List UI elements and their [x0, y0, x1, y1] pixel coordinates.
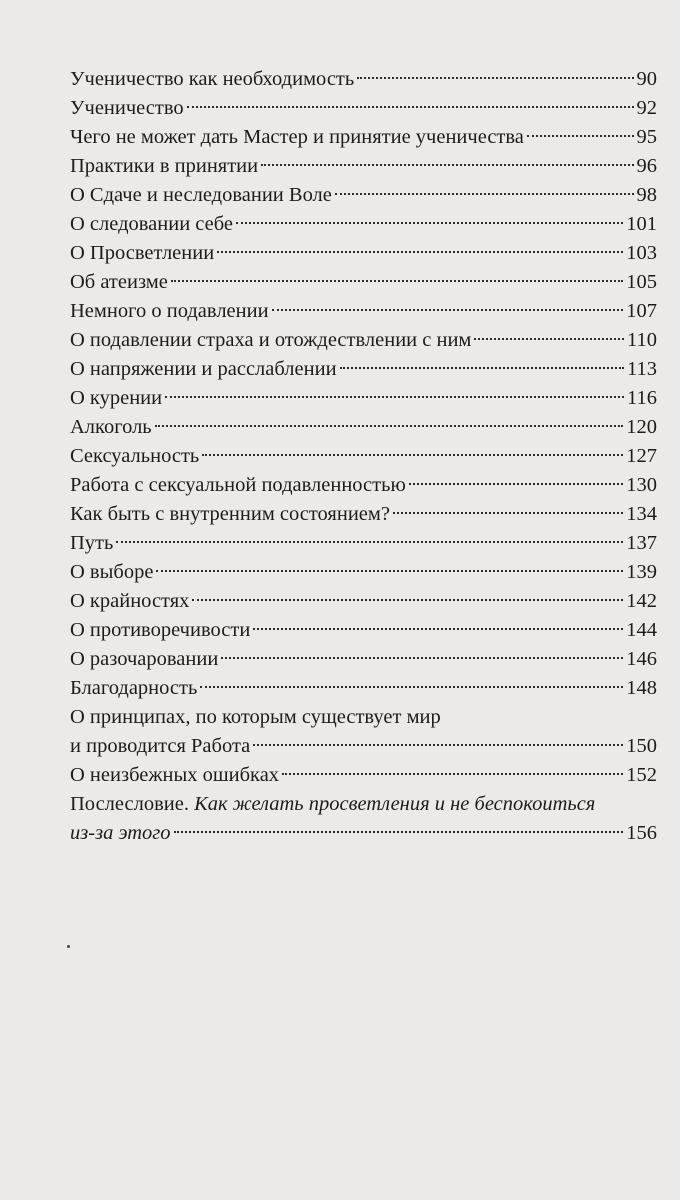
dot-leader: [409, 483, 623, 485]
dot-leader: [335, 193, 634, 195]
toc-entry: [70, 326, 657, 355]
toc-entry-title: О следовании себе: [70, 213, 234, 235]
toc-entry-page: 148: [626, 677, 657, 699]
toc-entry: [70, 761, 657, 790]
dot-leader: [192, 599, 623, 601]
dot-leader: [282, 773, 623, 775]
toc-entry-principles-line1: О принципах, по которым существует мир: [70, 706, 441, 728]
toc-entry-page: 90: [636, 68, 657, 90]
toc-entry-title: О подавлении страха и отождествлении с ним: [70, 329, 472, 351]
toc-entry-title: и проводится Работа: [70, 735, 251, 757]
dot-leader: [474, 338, 624, 340]
toc-entry-title: О противоречивости: [70, 619, 251, 641]
toc-entry-title: Работа с сексуальной подавленностью: [70, 474, 406, 496]
toc-entry: [70, 471, 657, 500]
dot-leader: [116, 541, 623, 543]
toc-entry-title: Ученичество как необходимость: [70, 68, 355, 90]
toc-entry-title: О выборе: [70, 561, 154, 583]
afterword-label: Послесловие.: [70, 793, 189, 815]
toc-entry-page: 134: [626, 503, 657, 525]
dot-leader: [202, 454, 623, 456]
dot-leader: [340, 367, 624, 369]
dot-leader: [187, 106, 634, 108]
toc-entry-page: 92: [636, 97, 657, 119]
toc-entry-title: О курении: [70, 387, 163, 409]
toc-entry: [70, 123, 657, 152]
toc-entry-title: из-за этого: [70, 822, 171, 844]
toc-entry: [70, 529, 657, 558]
toc-entry-page: 127: [626, 445, 657, 467]
toc-entry: [70, 384, 657, 413]
toc-entry-title: Алкоголь: [70, 416, 152, 438]
toc-entry-title: Об атеизме: [70, 271, 168, 293]
toc-entry: [70, 442, 657, 471]
toc-entry-title: Сексуальность: [70, 445, 200, 467]
dot-leader: [156, 570, 623, 572]
toc-entry-afterword-line1: [70, 790, 657, 819]
dot-leader: [165, 396, 624, 398]
toc-entry: [70, 65, 657, 94]
toc-entry-page: 139: [626, 561, 657, 583]
toc-entry: [70, 587, 657, 616]
toc-entry-title: О крайностях: [70, 590, 190, 612]
toc-entry-page: 130: [626, 474, 657, 496]
toc-entry-title: Как быть с внутренним состоянием?: [70, 503, 390, 525]
toc-entry-page: 107: [626, 300, 657, 322]
toc-entry-page: 146: [626, 648, 657, 670]
toc-entry: [70, 239, 657, 268]
dot-leader: [527, 135, 634, 137]
toc-entry-page: 98: [636, 184, 657, 206]
dot-leader: [261, 164, 633, 166]
dot-leader: [272, 309, 624, 311]
dot-leader: [357, 77, 633, 79]
toc-entry-page: 101: [626, 213, 657, 235]
dot-leader: [221, 657, 623, 659]
toc-entry: [70, 297, 657, 326]
toc-entry-title: О напряжении и расслаблении: [70, 358, 337, 380]
toc-entry: [70, 500, 657, 529]
dot-leader: [174, 831, 624, 833]
toc-entry-principles: [70, 732, 657, 761]
toc-entry: [70, 616, 657, 645]
dot-leader: [253, 744, 623, 746]
toc-entry-page: 110: [627, 329, 657, 351]
toc-entry-page: 142: [626, 590, 657, 612]
stray-ink-dot: [67, 945, 70, 948]
toc-entry-title: Практики в принятии: [70, 155, 259, 177]
toc-entry-title: О разочаровании: [70, 648, 219, 670]
toc-entry-title: Благодарность: [70, 677, 198, 699]
toc-entry-page: 144: [626, 619, 657, 641]
dot-leader: [155, 425, 624, 427]
toc-entry-page: 152: [626, 764, 657, 786]
toc-entry: [70, 152, 657, 181]
dot-leader: [236, 222, 623, 224]
toc-entry: [70, 674, 657, 703]
toc-entry-page: 103: [626, 242, 657, 264]
toc-entry: [70, 94, 657, 123]
toc-entry: [70, 645, 657, 674]
toc-entry-page: 150: [626, 735, 657, 757]
toc-entry-page: 156: [626, 822, 657, 844]
toc-entry-page: 113: [627, 358, 657, 380]
dot-leader: [200, 686, 623, 688]
toc-entry-title: Чего не может дать Мастер и принятие ученичества: [70, 126, 524, 148]
toc-entry-title: О Сдаче и неследовании Воле: [70, 184, 332, 206]
toc-entry-page: 96: [636, 155, 657, 177]
toc-entry-page: 120: [626, 416, 657, 438]
afterword-italic-title: Как желать просветления и не беспокоиться: [194, 793, 596, 815]
dot-leader: [253, 628, 623, 630]
toc-entry-title: Немного о подавлении: [70, 300, 269, 322]
dot-leader: [217, 251, 623, 253]
toc-entry: [70, 413, 657, 442]
dot-leader: [171, 280, 623, 282]
toc-entry-title: Путь: [70, 532, 114, 554]
toc-entry-page: 105: [626, 271, 657, 293]
toc-entry: [70, 210, 657, 239]
toc-entry: [70, 268, 657, 297]
dot-leader: [393, 512, 623, 514]
toc-entry: [70, 355, 657, 384]
toc-entry-title: Ученичество: [70, 97, 184, 119]
toc-entry-title: О Просветлении: [70, 242, 215, 264]
toc-entry: [70, 558, 657, 587]
toc-entry-page: 137: [626, 532, 657, 554]
toc-entry-page: 116: [627, 387, 657, 409]
toc-entry-afterword: [70, 819, 657, 848]
toc-entry: [70, 181, 657, 210]
toc-entry-title: О неизбежных ошибках: [70, 764, 280, 786]
table-of-contents: [70, 65, 657, 848]
toc-entry-page: 95: [636, 126, 657, 148]
